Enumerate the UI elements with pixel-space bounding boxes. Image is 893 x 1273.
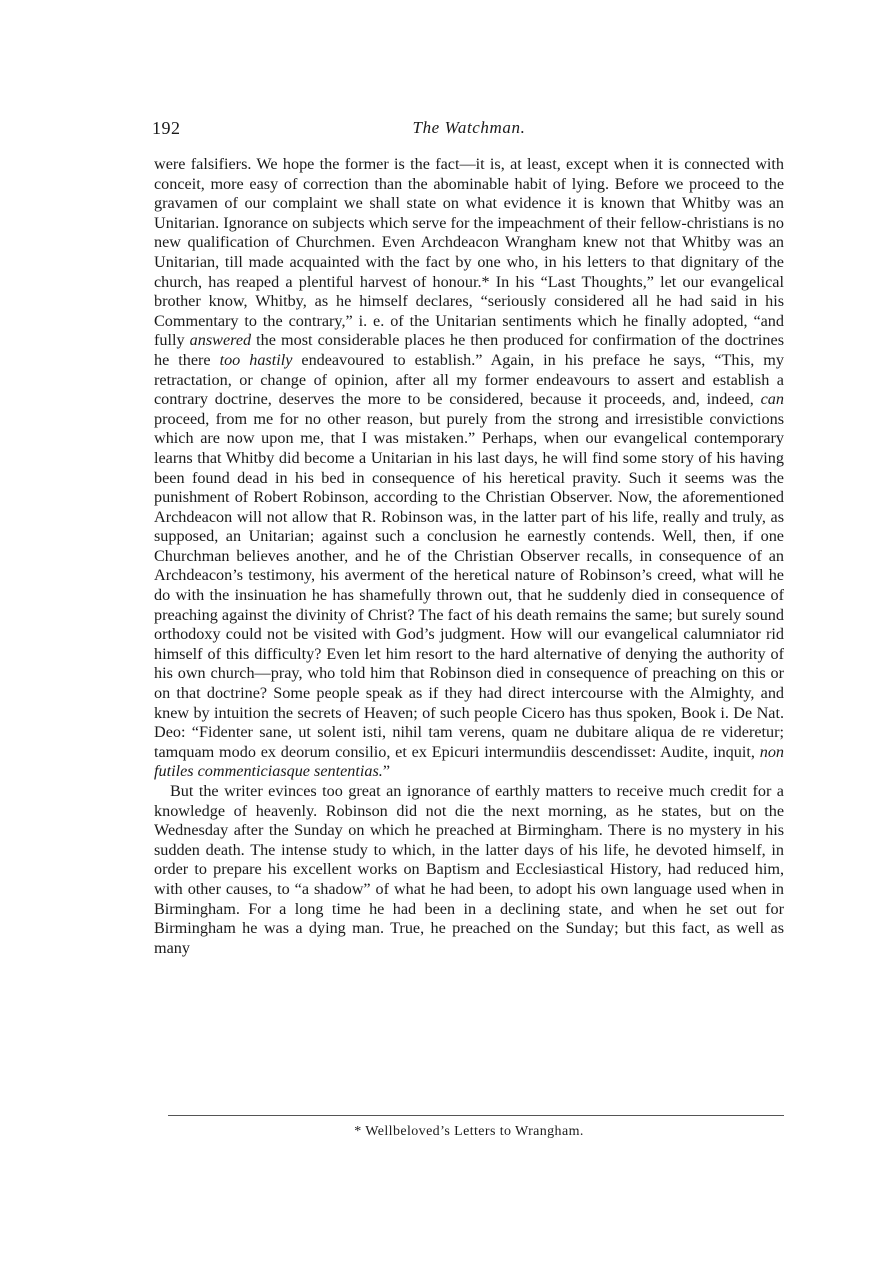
italic-text: can xyxy=(760,390,784,409)
italic-text: non futiles commenticiasque sententias. xyxy=(154,742,784,781)
page-header-title: The Watchman. xyxy=(412,118,526,137)
text-run: endeavoured to establish.” Again, in his preface he says, “This, my retractation, or change of opinion, after all my former endeavours to assert and establish a contrary doctrine, deserves the more to be considered, because it proceeds, and, indeed, xyxy=(154,350,784,409)
text-run: proceed, from me for no other reason, but purely from the strong and irresistible convictions which are now upon me, that I was mistaken.” Perhaps, when our evangelical contemporary learns that Whitby did become a Unitarian in his last days, he will find some story of his having been found dead in his bed in consequence of his heretical pravity. Such it seems was the punishment of Robert Robinson, according to the Christian Observer. Now, the aforementioned Archdeacon will not allow that R. Robinson was, in the latter part of his life, really and truly, as supposed, an Unitarian; against such a conclusion he earnestly contends. Well, then, if one Churchman believes another, and he of the Christian Observer recalls, in consequence of an Archdeacon’s testimony, his averment of the heretical nature of Robinson’s creed, what will he do with the insinuation he has shamefully thrown out, that he suddenly died in consequence of preaching against the divinity of Christ? The fact of his death remains the same; but surely sound orthodoxy could not be visited with God’s judgment. How will our evangelical calumniator rid himself of this difficulty? Even let him resort to the hard alternative of denying the authority of his own church—pray, who told him that Robinson died in consequence of preaching on this or on that doctrine? Some people speak as if they had direct intercourse with the Almighty, and knew by intuition the secrets of Heaven; of such people Cicero has thus spoken, Book i. De Nat. Deo: “Fidenter sane, ut solent isti, nihil tam verens, quam ne dubitare aliqua de re videretur; tamquam modo ex deorum consilio, et ex Epicuri intermundiis descendisset: Audite, inquit, xyxy=(154,409,784,761)
footnote: * Wellbeloved’s Letters to Wrangham. xyxy=(354,1124,584,1139)
paragraph xyxy=(154,782,784,958)
italic-text: answered xyxy=(189,331,252,350)
italic-text: too hastily xyxy=(219,350,293,369)
text-run: ” xyxy=(382,762,391,781)
page-number: 192 xyxy=(152,118,181,138)
text-run: But the writer evinces too great an ignorance of earthly matters to receive much credit for a knowledge of heavenly. Robinson did not die the next morning, as he states, but on the Wednesday after the Sunday on which he preached at Birmingham. There is no mystery in his sudden death. The intense study to which, in the latter days of his life, he devoted himself, in order to prepare his excellent works on Baptism and Ecclesiastical History, had reduced him, with other causes, to “a shadow” of what he had been, to adopt his own language used when in Birmingham. For a long time he had been in a declining state, and when he set out for Birmingham he was a dying man. True, he preached on the Sunday; but this fact, as well as many xyxy=(154,782,784,957)
text-run: the most considerable places he then produced for confirmation of the doctrines he there xyxy=(154,331,784,369)
running-head xyxy=(152,118,786,144)
paragraph xyxy=(154,155,784,782)
footnote-divider xyxy=(168,1115,784,1116)
text-run: were falsifiers. We hope the former is the fact—it is, at least, except when it is connected with conceit, more easy of correction than the abominable habit of lying. Before we proceed to the gravamen of our complaint we shall state on what evidence it is known that Whitby was an Unitarian. Ignorance on subjects which serve for the impeachment of their fellow-christians is no new qualification of Churchmen. Even Archdeacon Wrangham knew not that Whitby was an Unitarian, till made acquainted with the fact by one who, in his letters to that dignitary of the church, has reaped a plentiful harvest of honour.* In his “Last Thoughts,” let our evangelical brother know, Whitby, as he himself declares, “seriously considered all he had said in his Commentary to the contrary,” i. e. of the Unitarian sentiments which he finally adopted, “and fully xyxy=(154,155,784,350)
body-text xyxy=(154,155,784,958)
